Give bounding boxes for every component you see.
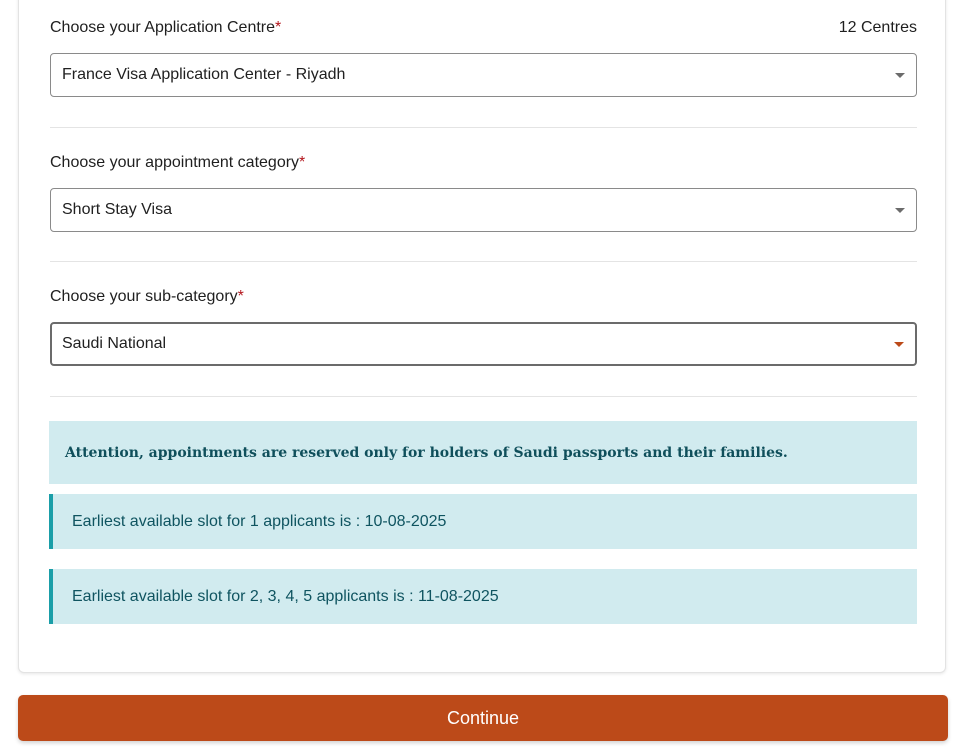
divider	[50, 396, 917, 397]
category-label-row	[50, 153, 917, 173]
slot-text-2: Earliest available slot for 2, 3, 4, 5 applicants is : 11-08-2025	[72, 587, 499, 605]
centre-select-value: France Visa Application Center - Riyadh	[62, 66, 346, 83]
slot-text-1: Earliest available slot for 1 applicants is : 10-08-2025	[72, 512, 447, 530]
centre-count: 12 Centres	[838, 19, 917, 36]
required-mark: *	[275, 19, 282, 36]
attention-notice	[49, 421, 917, 484]
centre-label-row	[50, 18, 917, 38]
category-select[interactable]	[50, 188, 917, 232]
divider	[50, 127, 917, 128]
centre-select[interactable]	[50, 53, 917, 97]
continue-button[interactable]: Continue	[18, 695, 948, 741]
subcategory-label-row	[50, 287, 917, 307]
slot-notice-2	[49, 569, 917, 624]
subcategory-select[interactable]	[50, 322, 917, 366]
category-select-value: Short Stay Visa	[62, 201, 172, 218]
divider	[50, 261, 917, 262]
subcategory-section	[50, 287, 917, 366]
caret-down-icon	[895, 208, 905, 213]
required-mark: *	[299, 154, 306, 171]
centre-label: Choose your Application Centre*	[50, 19, 282, 36]
attention-text: Attention, appointments are reserved only for holders of Saudi passports and their families.	[65, 444, 788, 461]
required-mark: *	[237, 288, 244, 305]
caret-down-icon	[895, 73, 905, 78]
subcategory-label: Choose your sub-category*	[50, 288, 244, 305]
category-label: Choose your appointment category*	[50, 154, 306, 171]
subcategory-select-value: Saudi National	[62, 335, 167, 352]
centre-section	[50, 18, 917, 97]
category-section	[50, 153, 917, 232]
slot-notice-1	[49, 494, 917, 549]
caret-down-icon	[894, 342, 904, 347]
